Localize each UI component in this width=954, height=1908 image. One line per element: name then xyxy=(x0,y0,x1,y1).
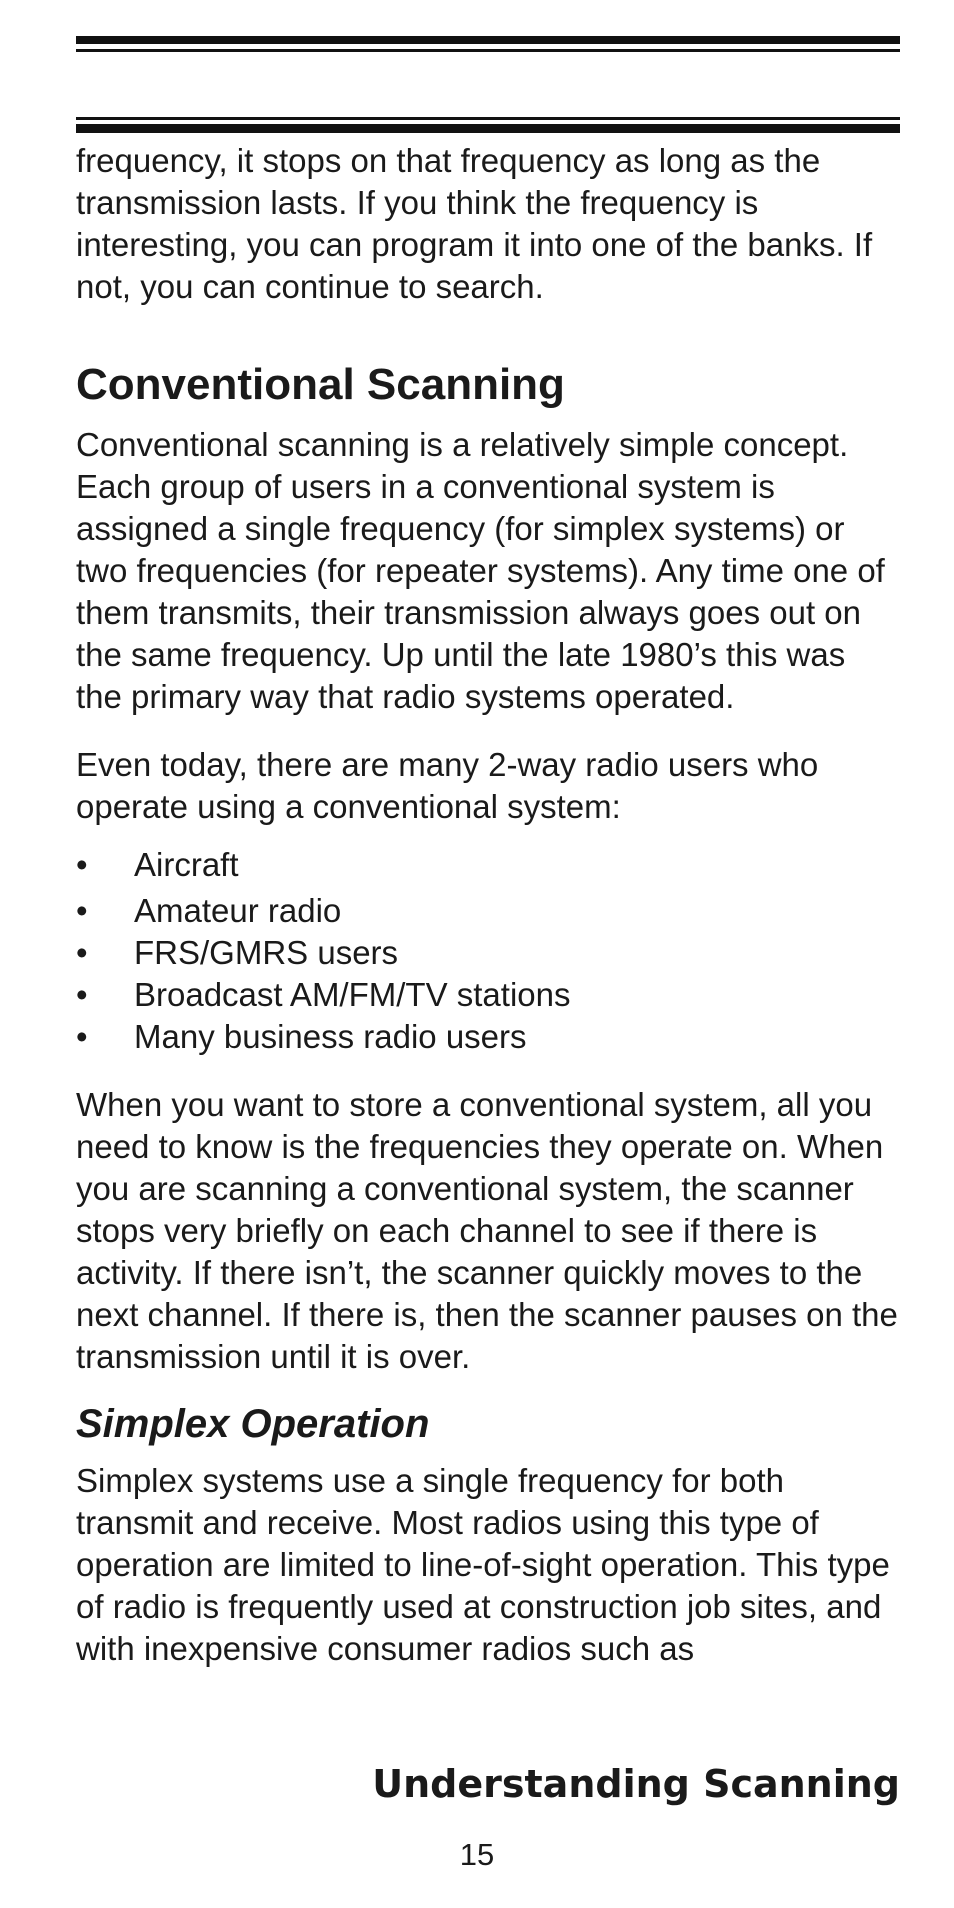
list-item-label: Many business radio users xyxy=(134,1018,527,1055)
subsection-heading: Simplex Operation xyxy=(76,1402,430,1446)
paragraph-conventional-concept: Conventional scanning is a relatively simple concept. Each group of users in a conventional system is assigned a single frequency (for simplex systems) or two frequencies (for repeater systems). Any time one of them transmits, their transmission always goes out on the same frequency. Up until the late 1980’s this was the primary way that radio systems operated. xyxy=(76,426,885,715)
bullet-icon: • xyxy=(76,934,88,971)
list-item xyxy=(76,974,900,1016)
header-rule-thick-bottom xyxy=(76,124,900,133)
list-item-label: Amateur radio xyxy=(134,892,342,929)
paragraph-conventional-users: Even today, there are many 2-way radio users who operate using a conventional system: xyxy=(76,746,819,825)
list-item xyxy=(76,1016,900,1058)
page-number: 15 xyxy=(459,1837,495,1872)
chapter-title: Understanding Scanning xyxy=(372,1762,900,1806)
bullet-icon: • xyxy=(76,1018,88,1055)
list-item-label: Broadcast AM/FM/TV stations xyxy=(134,976,571,1013)
page-body xyxy=(76,140,900,1670)
header-rule-thin-top xyxy=(76,49,900,52)
section-heading: Conventional Scanning xyxy=(76,360,565,409)
bullet-icon: • xyxy=(76,976,88,1013)
list-item xyxy=(76,844,900,886)
intro-paragraph: frequency, it stops on that frequency as long as the transmission lasts. If you think the frequency is interesting, you can program it into one of the banks. If not, you can continue to search. xyxy=(76,142,873,305)
bullet-icon: • xyxy=(76,892,88,929)
bullet-icon: • xyxy=(76,846,88,883)
user-type-list xyxy=(76,844,900,1058)
list-item xyxy=(76,932,900,974)
header-rule-thick-top xyxy=(76,36,900,44)
header-rule-thin-bottom xyxy=(76,117,900,120)
list-item-label: Aircraft xyxy=(134,846,239,883)
list-item xyxy=(76,890,900,932)
list-item-label: FRS/GMRS users xyxy=(134,934,399,971)
paragraph-storing-conventional: When you want to store a conventional system, all you need to know is the frequencies they operate on. When you are scanning a conventional system, the scanner stops very briefly on each channel to see if there is activity. If there isn’t, the scanner quickly moves to the next channel. If there is, then the scanner pauses on the transmission until it is over. xyxy=(76,1086,898,1375)
paragraph-simplex: Simplex systems use a single frequency for both transmit and receive. Most radios using this type of operation are limited to line-of-sight operation. This type of radio is frequently used at construction job sites, and with inexpensive consumer radios such as xyxy=(76,1462,890,1667)
